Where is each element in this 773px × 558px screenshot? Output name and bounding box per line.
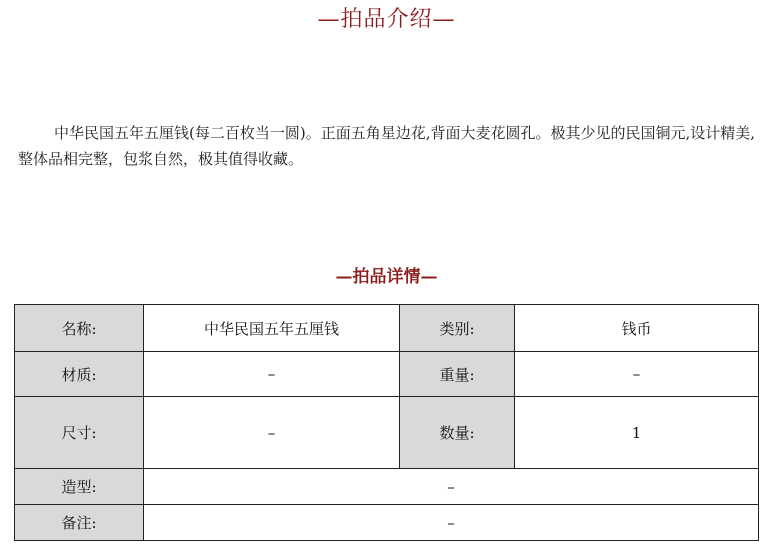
quantity-label: 数量: — [400, 397, 515, 469]
details-title: —拍品详情— — [335, 267, 438, 287]
shape-label: 造型: — [15, 469, 144, 505]
weight-label: 重量: — [400, 352, 515, 397]
table-row — [15, 505, 759, 541]
category-value: 钱币 — [515, 305, 759, 352]
category-label: 类别: — [400, 305, 515, 352]
intro-description: 中华民国五年五厘钱(每二百枚当一圆)。正面五角星边花,背面大麦花圆孔。极其少见的民国铜元,设计精美,整体品相完整，包浆自然，极其值得收藏。 — [18, 124, 756, 168]
name-label: 名称: — [15, 305, 144, 352]
material-label: 材质: — [15, 352, 144, 397]
table-row — [15, 305, 759, 352]
table-row — [15, 469, 759, 505]
name-value: 中华民国五年五厘钱 — [144, 305, 400, 352]
quantity-value: 1 — [515, 397, 759, 469]
intro-title: —拍品介绍— — [317, 7, 456, 32]
shape-value: – — [144, 469, 759, 505]
table-row — [15, 397, 759, 469]
size-label: 尺寸: — [15, 397, 144, 469]
size-value: – — [144, 397, 400, 469]
weight-value: – — [515, 352, 759, 397]
table-row — [15, 352, 759, 397]
note-value: – — [144, 505, 759, 541]
note-label: 备注: — [15, 505, 144, 541]
material-value: – — [144, 352, 400, 397]
details-table — [14, 304, 759, 541]
